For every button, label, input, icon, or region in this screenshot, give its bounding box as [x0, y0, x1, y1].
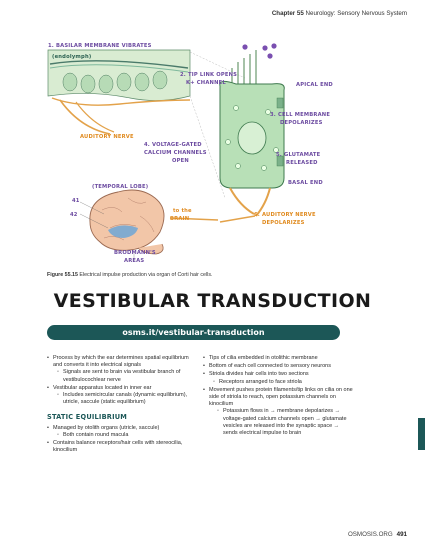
list-item: • Bottom of each cell connected to sensory neurons — [203, 363, 353, 370]
label-auditory-nerve: AUDITORY NERVE — [80, 134, 134, 140]
right-column — [203, 355, 353, 438]
label-basilar-membrane: 1. BASILAR MEMBRANE VIBRATES — [48, 43, 152, 49]
caption-label: Figure 55.15 — [47, 272, 78, 278]
list-item: ◦ Includes semicircular canals (dynamic equilibrium), utricle, saccule (static equilibrium) — [53, 392, 195, 406]
page-footer — [348, 531, 407, 538]
label-open: OPEN — [172, 158, 189, 164]
label-glutamate: 5. GLUTAMATE — [276, 152, 321, 158]
label-area-41: 41 — [72, 198, 80, 204]
list-item: • Contains balance receptors/hair cells with stereocilia, kinocilium — [47, 440, 195, 454]
label-cell-membrane: 3. CELL MEMBRANE — [270, 112, 331, 118]
basilar-membrane-illustration — [48, 50, 190, 134]
label-k-channel: K+ CHANNEL — [186, 80, 226, 86]
label-areas: AREAS — [124, 258, 145, 264]
label-tip-link: 2. TIP LINK OPENS — [180, 72, 238, 78]
list-item: • Vestibular apparatus located in inner ear ◦ Includes semicircular canals (dynamic equilibrium), utricle, saccule (static equilibrium) — [47, 385, 195, 407]
chapter-number: Chapter 55 — [271, 10, 304, 17]
label-voltage-gated: 4. VOLTAGE-GATED — [144, 142, 202, 148]
label-depolarizes: DEPOLARIZES — [280, 120, 323, 126]
label-brodmanns: BRODMANN'S — [114, 250, 156, 256]
label-released: RELEASED — [286, 160, 318, 166]
chapter-title: Neurology: Sensory Nervous System — [305, 10, 407, 17]
section-title: VESTIBULAR TRANSDUCTION — [53, 290, 372, 312]
list-item: ◦ Receptors arranged to face striola — [209, 379, 353, 386]
label-to-the: to the — [173, 208, 192, 214]
label-area-42: 42 — [70, 212, 78, 218]
label-apical-end: APICAL END — [296, 82, 333, 88]
hair-cell-illustration — [220, 43, 284, 222]
organ-of-corti-figure — [40, 38, 370, 268]
label-auditory-nerve-depolarizes: 6. AUDITORY NERVE — [254, 212, 316, 218]
footer-site: OSMOSIS.ORG — [347, 531, 393, 538]
label-temporal-lobe: (TEMPORAL LOBE) — [92, 184, 149, 190]
list-item: ◦ Potassium flows in → membrane depolarizes → voltage-gated calcium channels open → glutamate vesicles are released into the synaptic space → sends electrical impulse to brain — [209, 408, 353, 437]
list-item: • Managed by otolith organs (utricle, saccule) ◦ Both contain round macula — [47, 425, 195, 439]
list-item: • Striola divides hair cells into two sections ◦ Receptors arranged to face striola — [203, 371, 353, 385]
osmosis-link-banner[interactable]: osms.it/vestibular-transduction — [47, 325, 340, 340]
page-number: 491 — [396, 531, 407, 538]
label-brain: BRAIN — [170, 216, 190, 222]
caption-text: Electrical impulse production via organ of Corti hair cells. — [79, 272, 213, 278]
figure-caption — [47, 272, 212, 278]
chapter-side-tab — [418, 418, 425, 450]
left-column — [47, 355, 195, 455]
label-endolymph: (endolymph) — [52, 54, 92, 60]
list-item: ◦ Signals are sent to brain via vestibular branch of vestibulocochlear nerve — [53, 369, 195, 383]
list-item: ◦ Both contain round macula — [53, 432, 195, 439]
label-basal-end: BASAL END — [288, 180, 323, 186]
page-header — [272, 10, 407, 17]
list-item: • Tips of cilia embedded in otolithic membrane — [203, 355, 353, 362]
list-item: • Process by which the ear determines spatial equilibrium and converts it into electrical signals ◦ Signals are sent to brain via vestibular branch of vestibulocochlear nerve — [47, 355, 195, 384]
static-equilibrium-heading: STATIC EQUILIBRIUM — [47, 413, 128, 422]
label-depolarizes-2: DEPOLARIZES — [262, 220, 305, 226]
label-calcium-channels: CALCIUM CHANNELS — [144, 150, 207, 156]
list-item: • Movement pushes protein filaments/tip links on cilia on one side of striola to reach, open potassium channels on kinocilium ◦ Potassium flows in → membrane depolarizes → voltage-gated calcium channels open → glutamate vesicles are released into the synaptic space → sends electrical impulse to brain — [203, 387, 353, 437]
